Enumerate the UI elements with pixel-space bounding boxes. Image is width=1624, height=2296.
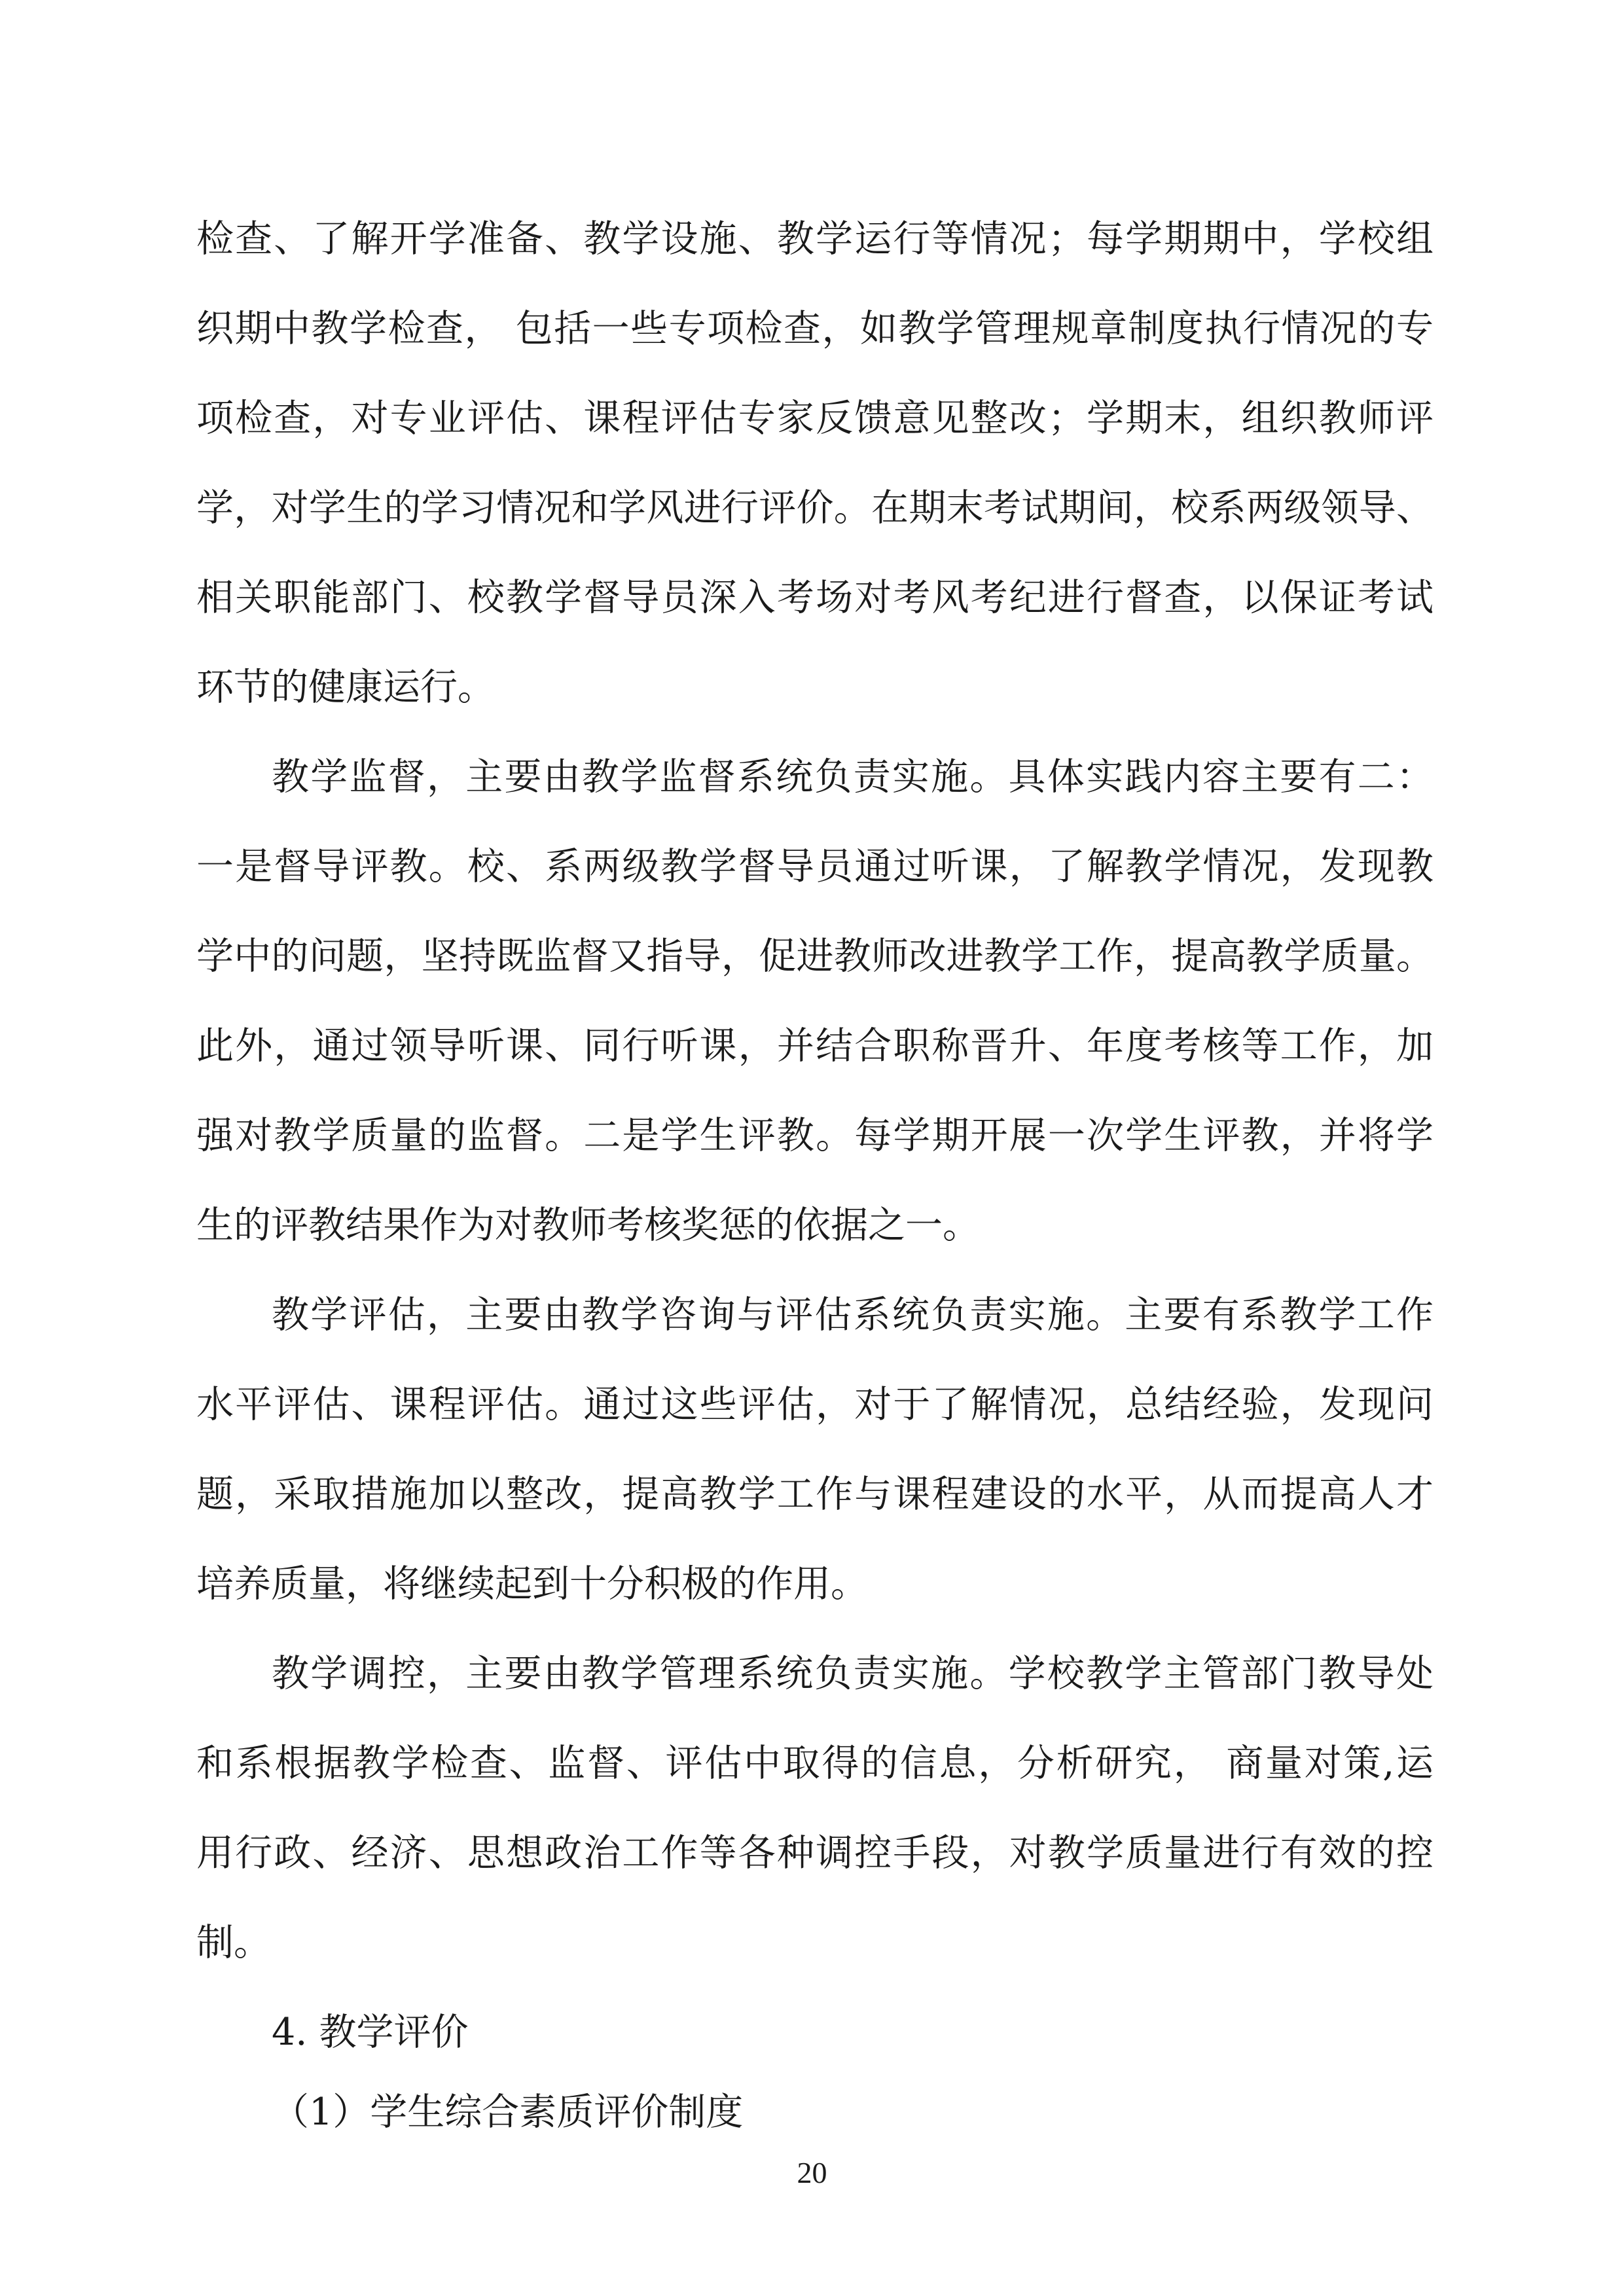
body-text-line: 织期中教学检查， 包括一些专项检查，如教学管理规章制度执行情况的专 xyxy=(196,307,1434,350)
body-text-line: 水平评估、课程评估。通过这些评估，对于了解情况，总结经验，发现问 xyxy=(196,1383,1434,1426)
body-text-line: 生的评教结果作为对教师考核奖惩的依据之一。 xyxy=(196,1204,980,1247)
body-text-line: 和系根据教学检查、监督、评估中取得的信息，分析研究， 商量对策,运 xyxy=(196,1742,1434,1785)
body-text-line: 培养质量，将继续起到十分积极的作用。 xyxy=(196,1562,868,1605)
paragraph-first-line: 教学监督，主要由教学监督系统负责实施。具体实践内容主要有二： xyxy=(272,755,1434,798)
body-text-line: 相关职能部门、校教学督导员深入考场对考风考纪进行督查，以保证考试 xyxy=(196,576,1434,619)
body-text-line: 用行政、经济、思想政治工作等各种调控手段，对教学质量进行有效的控 xyxy=(196,1831,1434,1874)
body-text-line: 学中的问题，坚持既监督又指导，促进教师改进教学工作，提高教学质量。 xyxy=(196,935,1434,978)
body-text-line: 环节的健康运行。 xyxy=(196,666,495,709)
subsection-heading: （1）学生综合素质评价制度 xyxy=(272,2092,744,2132)
paragraph-first-line: 教学调控，主要由教学管理系统负责实施。学校教学主管部门教导处 xyxy=(272,1652,1434,1695)
body-text-line: 学，对学生的学习情况和学风进行评价。在期末考试期间，校系两级领导、 xyxy=(196,486,1434,529)
body-text-line: 题，采取措施加以整改，提高教学工作与课程建设的水平，从而提高人才 xyxy=(196,1473,1434,1516)
paragraph-first-line: 教学评估，主要由教学咨询与评估系统负责实施。主要有系教学工作 xyxy=(272,1293,1434,1336)
body-text-line: 一是督导评教。校、系两级教学督导员通过听课，了解教学情况，发现教 xyxy=(196,845,1434,888)
body-text-line: 此外，通过领导听课、同行听课，并结合职称晋升、年度考核等工作，加 xyxy=(196,1024,1434,1067)
page-number: 20 xyxy=(797,2156,827,2189)
body-text-line: 检查、了解开学准备、教学设施、教学运行等情况；每学期期中，学校组 xyxy=(196,217,1434,260)
body-text-line: 制。 xyxy=(196,1921,271,1964)
section-heading: 4. 教学评价 xyxy=(272,2011,469,2054)
body-text-line: 强对教学质量的监督。二是学生评教。每学期开展一次学生评教，并将学 xyxy=(196,1114,1434,1157)
body-text-line: 项检查，对专业评估、课程评估专家反馈意见整改；学期末，组织教师评 xyxy=(196,397,1434,440)
